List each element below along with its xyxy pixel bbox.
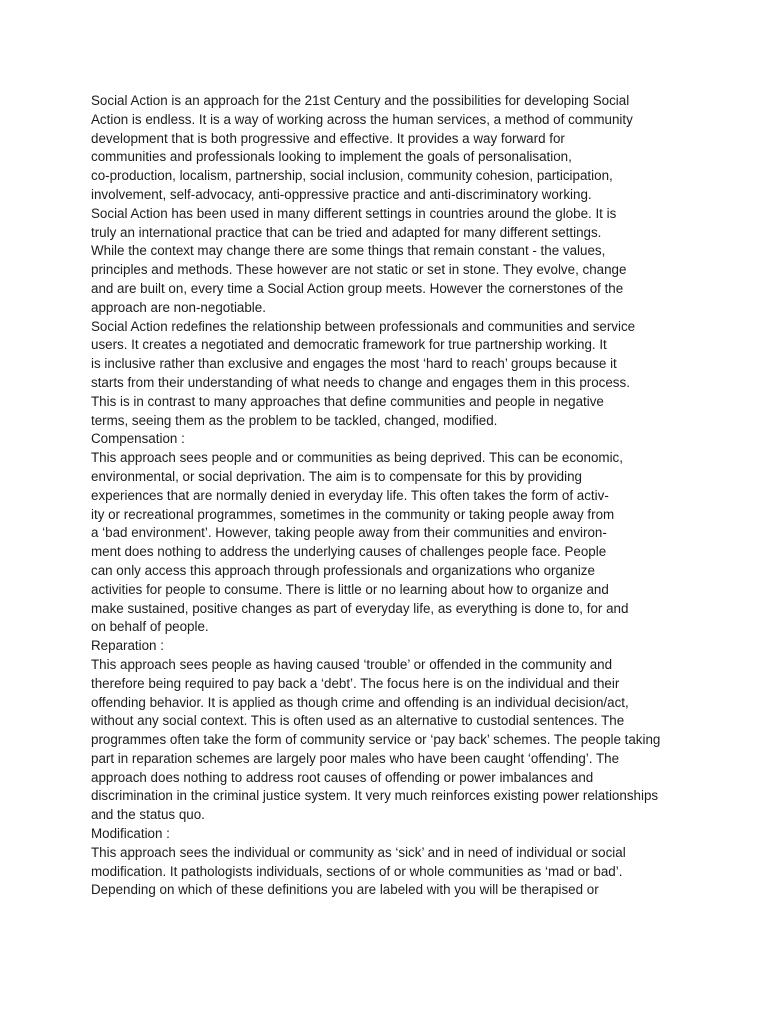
text-line: This approach sees people and or communities as being deprived. This can be economic,: [91, 450, 623, 466]
text-line: development that is both progressive and effective. It provides a way forward for: [91, 130, 565, 146]
text-line: approach does nothing to address root causes of offending or power imbalances and: [91, 769, 594, 785]
text-line: Social Action is an approach for the 21st Century and the possibilities for developing Social: [91, 93, 630, 108]
text-line: Social Action has been used in many different settings in countries around the globe. It is: [91, 205, 617, 221]
text-line: co-production, localism, partnership, social inclusion, community cohesion, participation,: [91, 168, 613, 184]
section-heading-compensation: Compensation :: [91, 431, 185, 447]
text-line: modification. It pathologists individuals, sections of or whole communities as ‘mad or bad’.: [91, 863, 623, 879]
text-line: ity or recreational programmes, sometimes in the community or taking people away from: [91, 506, 615, 522]
text-line: on behalf of people.: [91, 619, 209, 635]
text-line: Action is endless. It is a way of working across the human services, a method of community: [91, 111, 633, 127]
text-line: Social Action redefines the relationship between professionals and communities and service: [91, 318, 636, 334]
text-line: This approach sees people as having caused ‘trouble’ or offended in the community and: [91, 656, 613, 672]
text-line: a ‘bad environment’. However, taking people away from their communities and environ-: [91, 525, 607, 541]
text-line: and are built on, every time a Social Action group meets. However the cornerstones of the: [91, 280, 624, 296]
text-line: and the status quo.: [91, 807, 205, 823]
text-line: starts from their understanding of what needs to change and engages them in this process.: [91, 374, 630, 390]
text-line: can only access this approach through professionals and organizations who organize: [91, 562, 595, 578]
text-line: without any social context. This is often used as an alternative to custodial sentences. The: [91, 713, 625, 729]
text-line: therefore being required to pay back a ‘debt’. The focus here is on the individual and their: [91, 675, 620, 691]
text-line: experiences that are normally denied in everyday life. This often takes the form of activ-: [91, 487, 609, 503]
text-line: make sustained, positive changes as part of everyday life, as everything is done to, for and: [91, 600, 629, 616]
text-line: communities and professionals looking to implement the goals of personalisation,: [91, 149, 572, 165]
text-line: environmental, or social deprivation. The aim is to compensate for this by providing: [91, 468, 582, 484]
text-line: truly an international practice that can be tried and adapted for many different settings.: [91, 224, 602, 240]
text-line: terms, seeing them as the problem to be tackled, changed, modified.: [91, 412, 498, 428]
text-line: is inclusive rather than exclusive and engages the most ‘hard to reach’ groups because it: [91, 356, 617, 372]
text-line: discrimination in the criminal justice system. It very much reinforces existing power relationships: [91, 788, 659, 804]
text-line: Depending on which of these definitions you are labeled with you will be therapised or: [91, 882, 599, 898]
text-line: ment does nothing to address the underlying causes of challenges people face. People: [91, 544, 607, 560]
text-line: activities for people to consume. There is little or no learning about how to organize and: [91, 581, 609, 597]
document-body: [91, 92, 691, 900]
section-heading-modification: Modification :: [91, 826, 170, 842]
text-line: principles and methods. These however are not static or set in stone. They evolve, change: [91, 262, 627, 278]
text-line: While the context may change there are some things that remain constant - the values,: [91, 243, 606, 259]
text-line: This approach sees the individual or community as ‘sick’ and in need of individual or social: [91, 844, 626, 860]
text-line: offending behavior. It is applied as though crime and offending is an individual decision/act,: [91, 694, 629, 710]
text-line: This is in contrast to many approaches that define communities and people in negative: [91, 393, 604, 409]
text-line: part in reparation schemes are largely poor males who have been caught ‘offending’. The: [91, 750, 620, 766]
text-line: involvement, self-advocacy, anti-oppressive practice and anti-discriminatory working.: [91, 186, 592, 202]
text-line: approach are non-negotiable.: [91, 299, 266, 315]
text-line: programmes often take the form of community service or ‘pay back’ schemes. The people taking: [91, 732, 661, 748]
section-heading-reparation: Reparation :: [91, 638, 164, 654]
text-line: users. It creates a negotiated and democratic framework for true partnership working. It: [91, 337, 607, 353]
